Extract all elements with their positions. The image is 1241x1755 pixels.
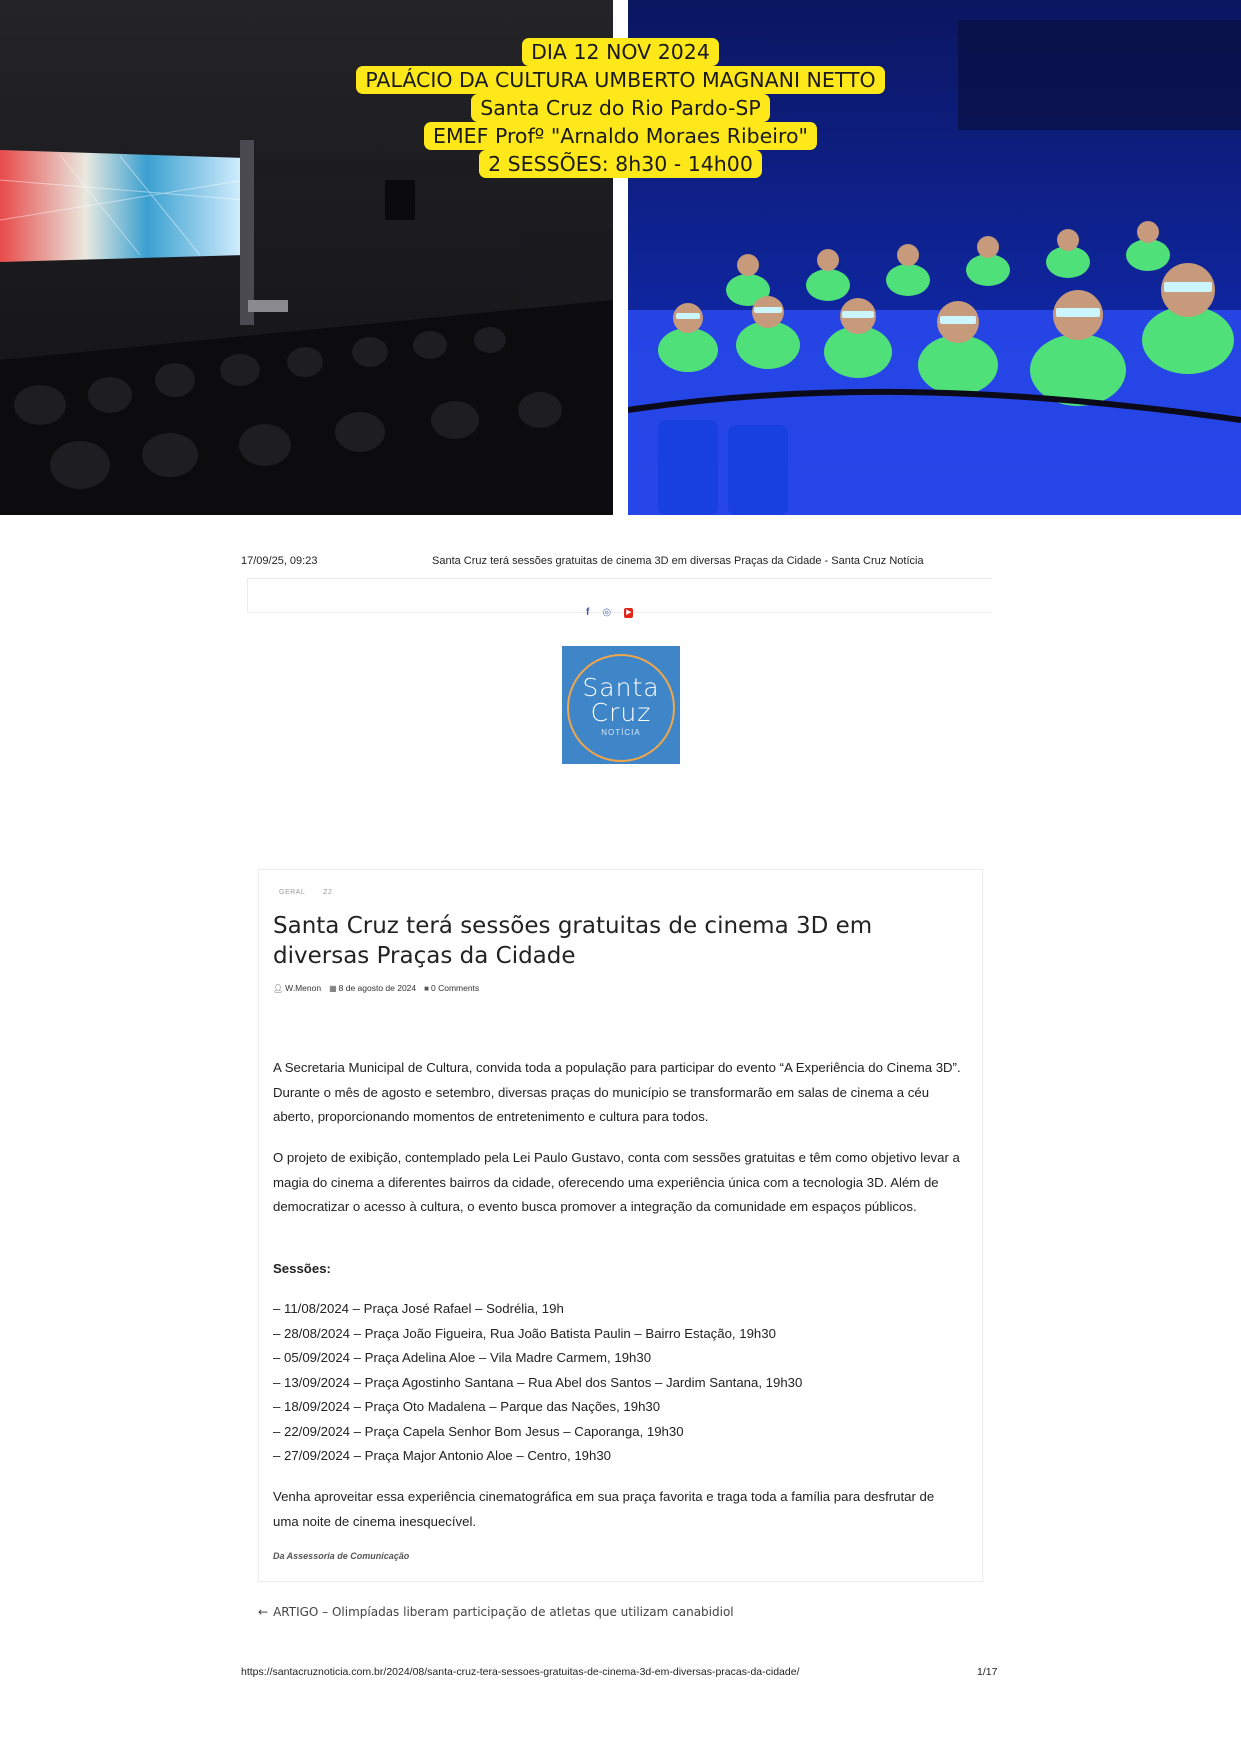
previous-article-link[interactable] bbox=[258, 1605, 734, 1619]
site-logo[interactable] bbox=[562, 646, 680, 764]
arrow-left-icon: ← bbox=[258, 1605, 269, 1619]
topbar-border-top bbox=[247, 578, 992, 579]
session-item: – 05/09/2024 – Praça Adelina Aloe – Vila Madre Carmem, 19h30 bbox=[273, 1350, 652, 1365]
article-credit: Da Assessoria de Comunicação bbox=[273, 1551, 410, 1561]
sessions-list bbox=[273, 1297, 963, 1469]
print-page-title: Santa Cruz terá sessões gratuitas de cinema 3D em diversas Praças da Cidade - Santa Cruz Notícia bbox=[432, 555, 924, 567]
article-date: 8 de agosto de 2024 bbox=[338, 983, 417, 993]
logo-text-cruz: Cruz bbox=[590, 698, 652, 727]
session-item: – 13/09/2024 – Praça Agostinho Santana – Rua Abel dos Santos – Jardim Santana, 19h30 bbox=[273, 1374, 803, 1390]
article-tags bbox=[279, 889, 332, 896]
instagram-icon[interactable]: ◎ bbox=[602, 607, 612, 618]
session-item: – 22/09/2024 – Praça Capela Senhor Bom Jesus – Caporanga, 19h30 bbox=[273, 1423, 684, 1439]
session-item: – 18/09/2024 – Praça Oto Madalena – Parque das Nações, 19h30 bbox=[273, 1399, 661, 1414]
session-item: – 11/08/2024 – Praça José Rafael – Sodrélia, 19h bbox=[273, 1301, 564, 1316]
tag-z2[interactable]: Z2 bbox=[323, 889, 333, 896]
banner-line-sessions: 2 SESSÕES: 8h30 - 14h00 bbox=[479, 150, 762, 178]
user-icon: 👤︎ bbox=[273, 984, 284, 993]
topbar-border-left bbox=[247, 578, 248, 612]
previous-article-label: ARTIGO – Olimpíadas liberam participação de atletas que utilizam canabidiol bbox=[273, 1605, 734, 1619]
youtube-icon[interactable]: ▶ bbox=[626, 609, 632, 616]
article-meta bbox=[273, 983, 479, 993]
logo-text-santa: Santa bbox=[582, 673, 660, 702]
social-links bbox=[586, 608, 633, 618]
article-author[interactable]: W.Menon bbox=[285, 983, 322, 993]
print-datetime: 17/09/25, 09:23 bbox=[241, 555, 318, 567]
banner-line-city: Santa Cruz do Rio Pardo-SP bbox=[471, 94, 770, 122]
banner-line-school: EMEF Profº "Arnaldo Moraes Ribeiro" bbox=[424, 122, 817, 150]
sessions-heading: Sessões: bbox=[273, 1261, 331, 1276]
print-footer-url: https://santacruznoticia.com.br/2024/08/santa-cruz-tera-sessoes-gratuitas-de-cinema-3d-em-diversas-pracas-da-cidade/ bbox=[241, 1666, 800, 1678]
session-item: – 28/08/2024 – Praça João Figueira, Rua João Batista Paulin – Bairro Estação, 19h30 bbox=[273, 1325, 776, 1341]
facebook-icon[interactable]: f bbox=[586, 607, 590, 618]
article-paragraph-3: Venha aproveitar essa experiência cinematográfica em sua praça favorita e traga toda a família para desfrutar de uma noite de cinema inesquecível. bbox=[273, 1489, 935, 1529]
event-banner bbox=[0, 38, 1241, 178]
article-title: Santa Cruz terá sessões gratuitas de cinema 3D em diversas Praças da Cidade bbox=[273, 913, 873, 969]
banner-line-venue: PALÁCIO DA CULTURA UMBERTO MAGNANI NETTO bbox=[356, 66, 884, 94]
tag-geral[interactable]: GERAL bbox=[279, 889, 306, 896]
comment-icon: ■ bbox=[424, 984, 429, 993]
article-paragraph-1: A Secretaria Municipal de Cultura, convida toda a população para participar do evento “A Experiência do Cinema 3D”. Durante o mês de agosto e setembro, diversas praças do município se transformarão em salas de cinema a céu aberto, proporcionando momentos de entretenimento e cultura para todos. bbox=[273, 1060, 961, 1124]
session-item: – 27/09/2024 – Praça Major Antonio Aloe – Centro, 19h30 bbox=[273, 1448, 611, 1463]
banner-line-date: DIA 12 NOV 2024 bbox=[522, 38, 719, 66]
article-paragraph-2: O projeto de exibição, contemplado pela Lei Paulo Gustavo, conta com sessões gratuitas e têm como objetivo levar a magia do cinema a diferentes bairros da cidade, oferecendo uma experiência única com a tecnologia 3D. Além de democratizar o acesso à cultura, o evento busca promover a integração da comunidade em espaços públicos. bbox=[273, 1150, 960, 1214]
calendar-icon: ▦ bbox=[329, 984, 337, 993]
logo-text-noticia: NOTÍCIA bbox=[601, 728, 641, 737]
article-card bbox=[258, 869, 983, 1582]
print-page-number: 1/17 bbox=[977, 1666, 998, 1678]
article-comments[interactable]: 0 Comments bbox=[430, 983, 480, 993]
